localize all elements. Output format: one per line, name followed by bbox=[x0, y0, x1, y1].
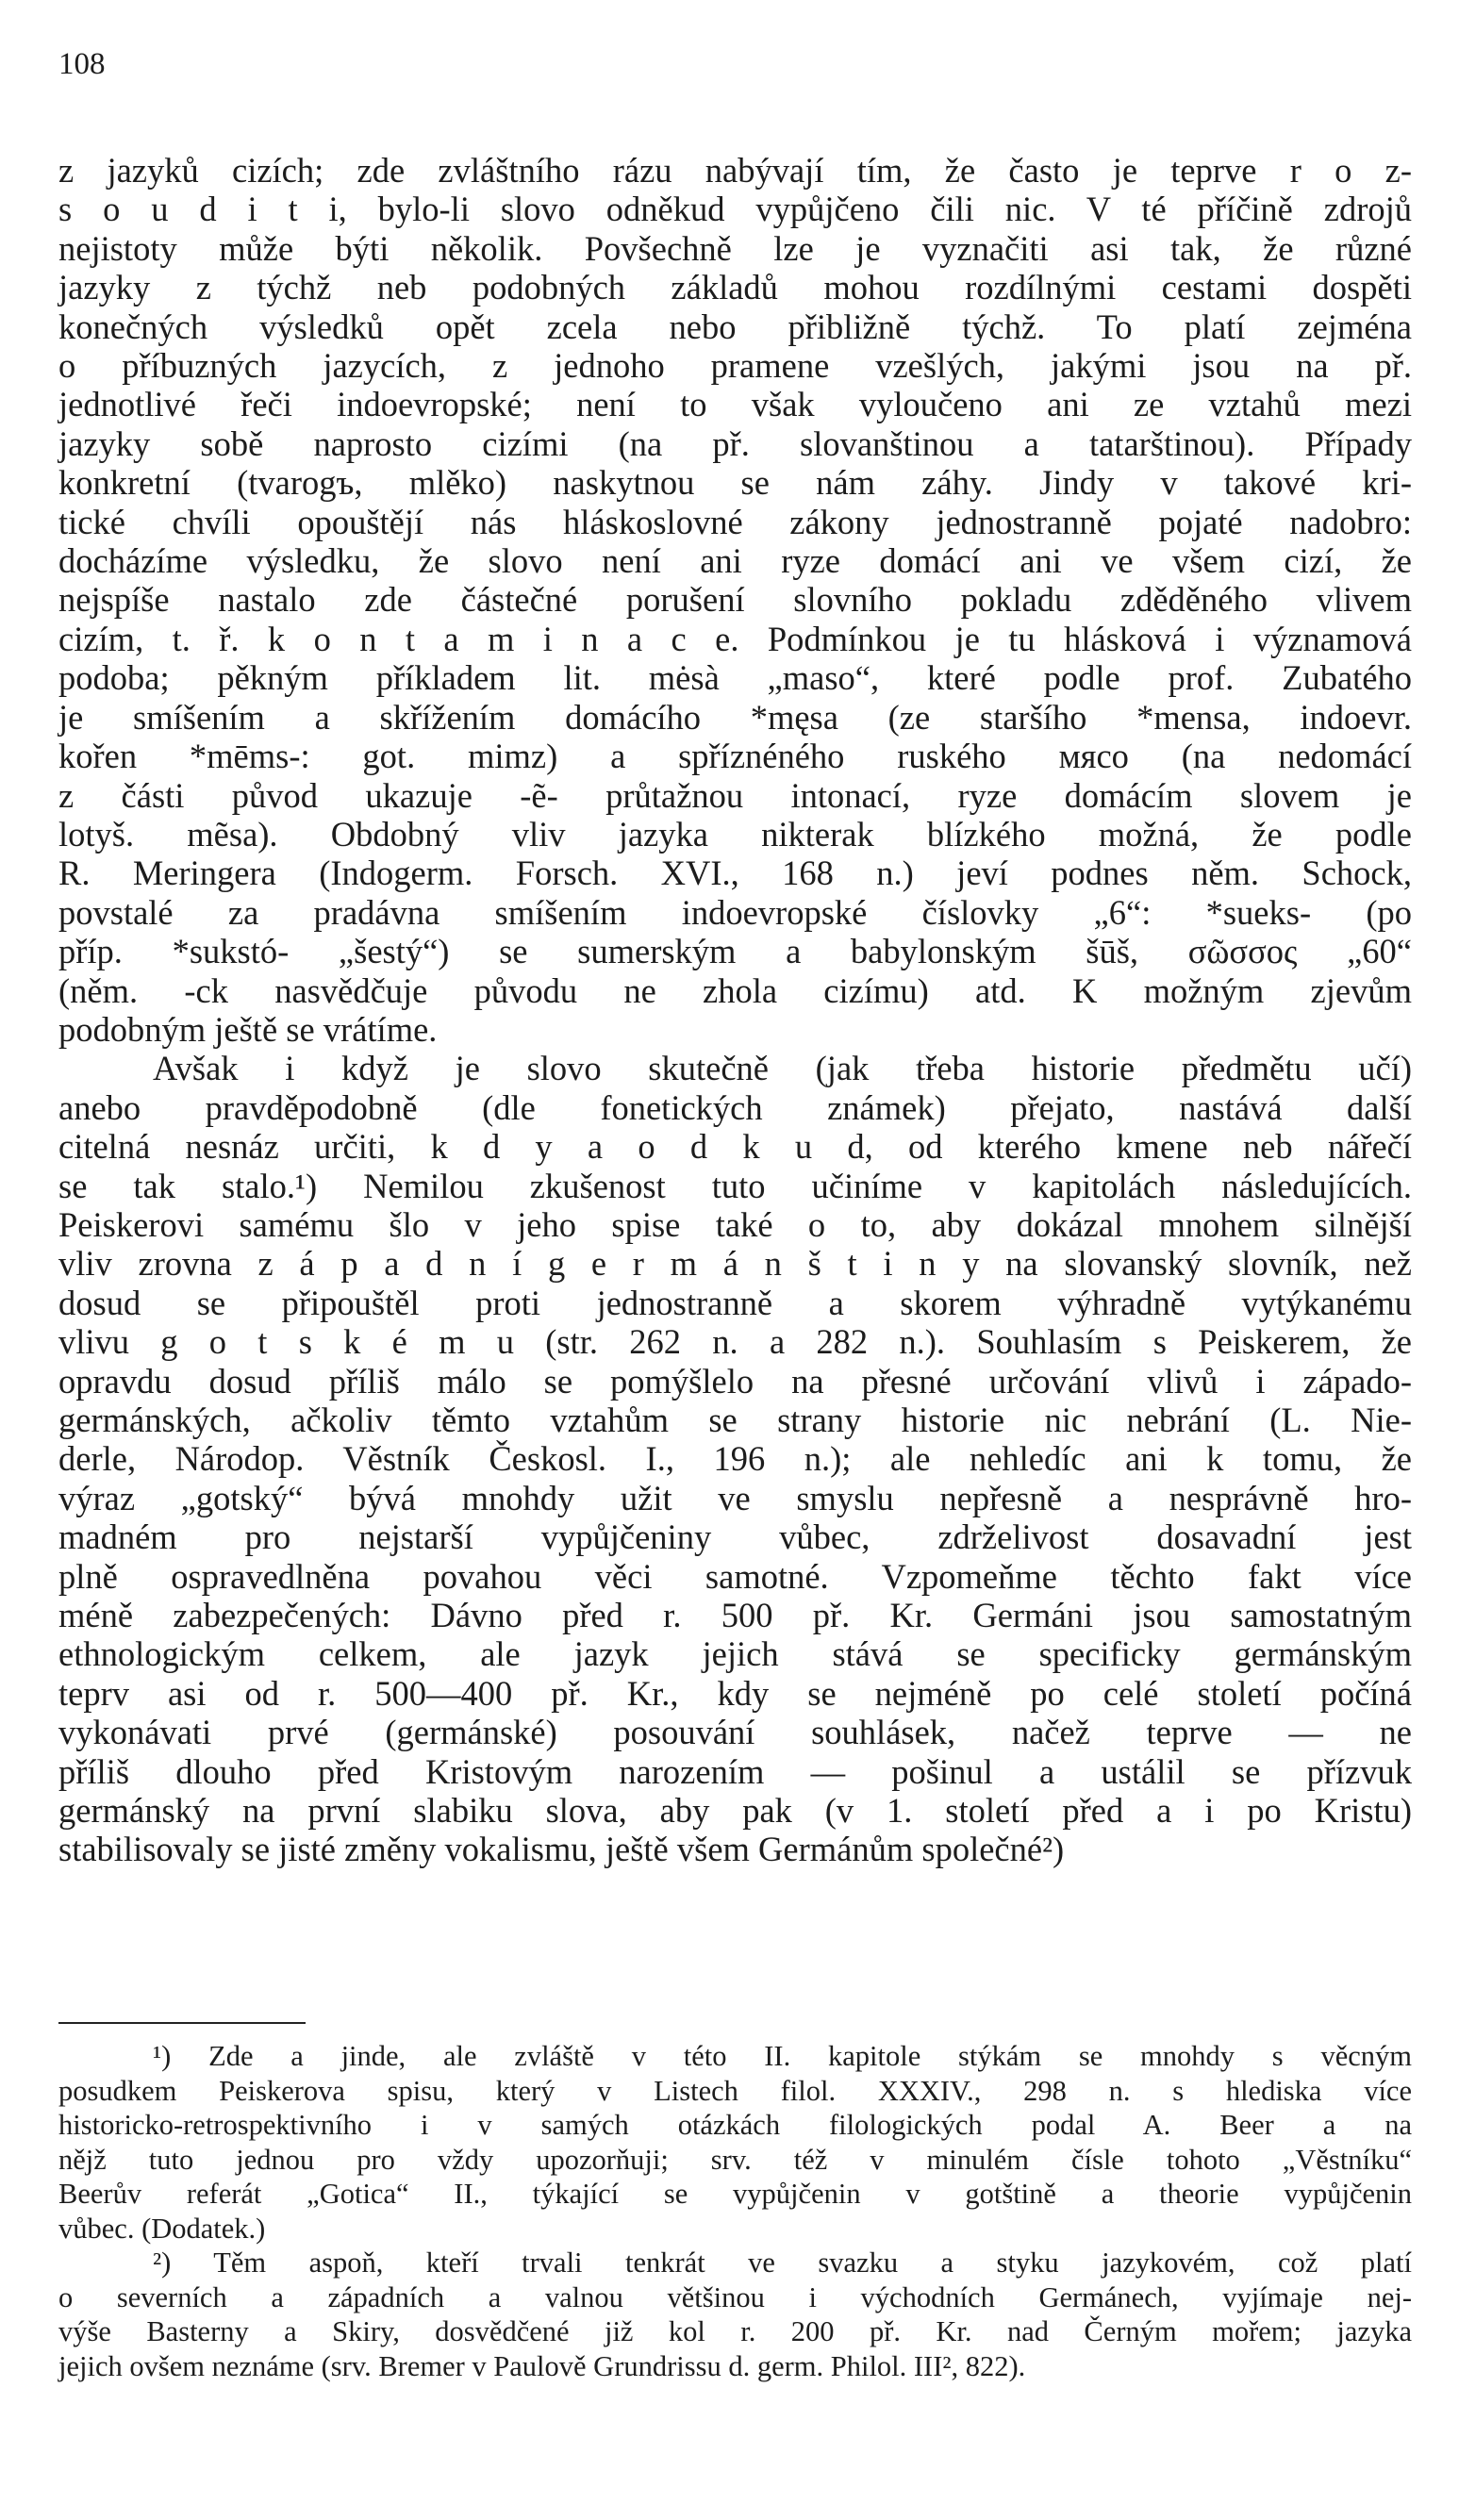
body-line: R. Meringera (Indogerm. Forsch. XVI., 168 n.) jeví podnes něm. Schock, bbox=[58, 854, 1412, 893]
footnote-line: vůbec. (Dodatek.) bbox=[58, 2212, 266, 2245]
footnote-line: posudkem Peiskerova spisu, který v Listech filol. XXXIV., 298 n. s hlediska více bbox=[58, 2074, 1412, 2107]
body-line: kořen *mēms-: got. mimz) a spříznéného ruského мясо (na nedomácí bbox=[58, 737, 1412, 776]
body-line: nejistoty může býti několik. Povšechně lze je vyznačiti asi tak, že různé bbox=[58, 228, 1412, 268]
footnote-line: historicko-retrospektivního i v samých otázkách filologických podal A. Beer a na bbox=[58, 2109, 1412, 2141]
body-line: cizím, t. ř. k o n t a m i n a c e. Podmínkou je tu hlásková i významová bbox=[58, 619, 1412, 658]
body-line: podoba; pěkným příkladem lit. mėsà „maso“, které podle prof. Zubatého bbox=[58, 658, 1412, 698]
body-line: citelná nesnáz určiti, k d y a o d k u d, od kterého kmene neb nářečí bbox=[58, 1127, 1412, 1167]
footnote-line: o severních a západních a valnou většinou i východních Germánech, vyjímaje nej- bbox=[58, 2280, 1412, 2313]
body-line: o příbuzných jazycích, z jednoho pramene vzešlých, jakými jsou na př. bbox=[58, 346, 1412, 386]
body-line: vykonávati prvé (germánské) posouvání souhlásek, načež teprve — ne bbox=[58, 1713, 1412, 1752]
body-line: jazyky sobě naprosto cizími (na př. slovanštinou a tatarštinou). Případy bbox=[58, 423, 1412, 463]
body-line: nejspíše nastalo zde částečné porušení slovního pokladu zděděného vlivem bbox=[58, 580, 1412, 620]
body-line: lotyš. mẽsa). Obdobný vliv jazyka nikterak blízkého možná, že podle bbox=[58, 814, 1412, 854]
body-text bbox=[58, 151, 1412, 1869]
footnote-divider bbox=[58, 2022, 306, 2024]
body-line: opravdu dosud příliš málo se pomýšlelo na přesné určování vlivů i západo- bbox=[58, 1361, 1412, 1401]
body-line: příliš dlouho před Kristovým narozením — pošinul a ustálil se přízvuk bbox=[58, 1751, 1412, 1791]
footnote-line: výše Basterny a Skiry, dosvědčené již kol r. 200 př. Kr. nad Černým mořem; jazyka bbox=[58, 2315, 1412, 2347]
page-number: 108 bbox=[58, 47, 106, 81]
body-line: konkretní (tvarogъ, mlěko) naskytnou se nám záhy. Jindy v takové kri- bbox=[58, 463, 1412, 503]
body-line: vlivu g o t s k é m u (str. 262 n. a 282 n.). Souhlasím s Peiskerem, že bbox=[58, 1322, 1412, 1362]
body-line: vliv zrovna z á p a d n í g e r m á n š t i n y na slovanský slovník, než bbox=[58, 1244, 1412, 1284]
footnote-line: Beerův referát „Gotica“ II., týkající se vypůjčenin v gotštině a theorie vypůjčenin bbox=[58, 2178, 1412, 2210]
body-line: (něm. -ck nasvědčuje původu ne zhola cizímu) atd. K možným zjevům bbox=[58, 970, 1412, 1010]
body-line: germánský na první slabiku slova, aby pak (v 1. století před a i po Kristu) bbox=[58, 1791, 1412, 1831]
body-line: tické chvíli opouštějí nás hláskoslovné zákony jednostranně pojaté nadobro: bbox=[58, 502, 1412, 541]
body-line: Avšak i když je slovo skutečně (jak třeba historie předmětu učí) bbox=[153, 1049, 1412, 1088]
body-line: anebo pravděpodobně (dle fonetických známek) přejato, nastává další bbox=[58, 1087, 1412, 1127]
body-line: z části původ ukazuje -ẽ- průtažnou intonací, ryze domácím slovem je bbox=[58, 775, 1412, 815]
body-line: jednotlivé řeči indoevropské; není to však vyloučeno ani ze vztahů mezi bbox=[58, 385, 1412, 424]
body-line: konečných výsledků opět zcela nebo přibližně týchž. To platí zejména bbox=[58, 307, 1412, 346]
body-line: příp. *sukstó- „šestý“) se sumerským a babylonským šūš, σῶσσος „60“ bbox=[58, 932, 1412, 971]
body-line: povstalé za pradávna smíšením indoevropské číslovky „6“: *sueks- (po bbox=[58, 892, 1412, 932]
body-line: je smíšením a skřížením domácího *męsa (ze staršího *mensa, indoevr. bbox=[58, 697, 1412, 737]
body-line: derle, Národop. Věstník Českosl. I., 196 n.); ale nehledíc ani k tomu, že bbox=[58, 1439, 1412, 1479]
body-line: germánských, ačkoliv těmto vztahům se strany historie nic nebrání (L. Nie- bbox=[58, 1401, 1412, 1439]
footnote-line: ²) Těm aspoň, kteří trvali tenkrát ve svazku a styku jazykovém, což platí bbox=[153, 2246, 1412, 2279]
body-line: madném pro nejstarší vypůjčeniny vůbec, zdrželivost dosavadní jest bbox=[58, 1517, 1412, 1557]
footnotes bbox=[58, 2039, 1412, 2383]
body-line: docházíme výsledku, že slovo není ani ryze domácí ani ve všem cizí, že bbox=[58, 541, 1412, 581]
body-line: se tak stalo.¹) Nemilou zkušenost tuto učiníme v kapitolách následujících. bbox=[58, 1166, 1412, 1205]
body-line: ethnologickým celkem, ale jazyk jejich stává se specificky germánským bbox=[58, 1634, 1412, 1674]
footnote-line: jejich ovšem neznáme (srv. Bremer v Paulově Grundrissu d. germ. Philol. III², 822). bbox=[58, 2349, 1026, 2382]
body-line: z jazyků cizích; zde zvláštního rázu nabývají tím, že často je teprve r o z- bbox=[58, 151, 1412, 190]
body-line: teprv asi od r. 500—400 př. Kr., kdy se nejméně po celé století počíná bbox=[58, 1673, 1412, 1713]
body-line: podobným ještě se vrátíme. bbox=[58, 1009, 438, 1049]
body-line: jazyky z týchž neb podobných základů mohou rozdílnými cestami dospěti bbox=[58, 268, 1412, 307]
body-line: méně zabezpečených: Dávno před r. 500 př. Kr. Germáni jsou samostatným bbox=[58, 1596, 1412, 1635]
body-line: stabilisovaly se jisté změny vokalismu, ještě všem Germánům společné²) bbox=[58, 1830, 1065, 1869]
body-line: výraz „gotský“ bývá mnohdy užit ve smyslu nepřesně a nesprávně hro- bbox=[58, 1478, 1412, 1517]
footnote-line: nějž tuto jednou pro vždy upozorňuji; srv. též v minulém čísle tohoto „Věstníku“ bbox=[58, 2143, 1412, 2176]
body-line: plně ospravedlněna povahou věci samotné. Vzpomeňme těchto fakt více bbox=[58, 1556, 1412, 1596]
body-line: Peiskerovi samému šlo v jeho spise také o to, aby dokázal mnohem silnější bbox=[58, 1204, 1412, 1244]
body-line: dosud se připouštěl proti jednostranně a skorem výhradně vytýkanému bbox=[58, 1283, 1412, 1322]
footnote-line: ¹) Zde a jinde, ale zvláště v této II. kapitole stýkám se mnohdy s věcným bbox=[153, 2040, 1412, 2072]
body-line: s o u d i t i, bylo-li slovo odněkud vypůjčeno čili nic. V té příčině zdrojů bbox=[58, 190, 1412, 229]
